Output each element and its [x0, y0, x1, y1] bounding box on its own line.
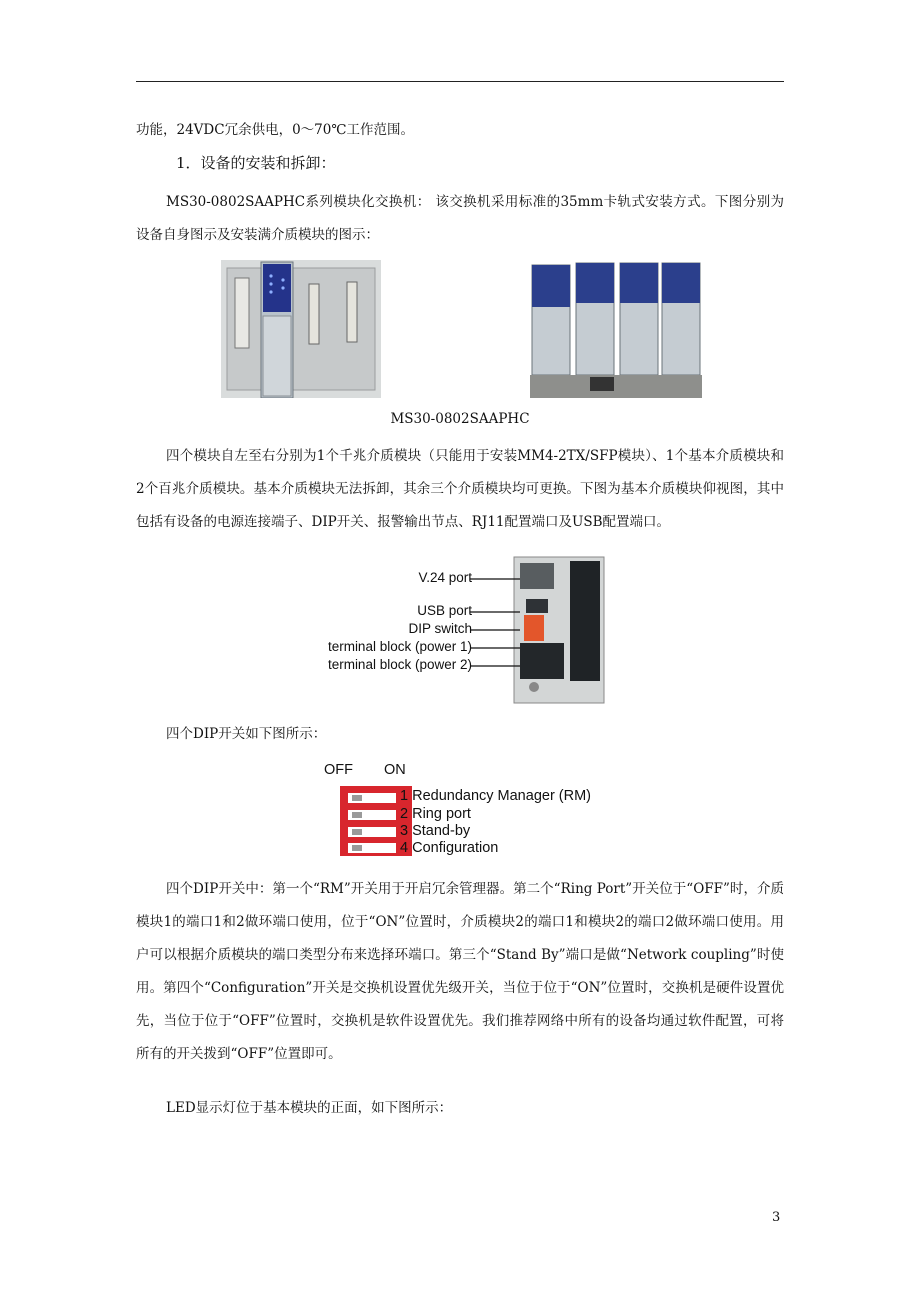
switch-full-photo	[530, 257, 702, 398]
page-number: 3	[772, 1210, 781, 1225]
label-v24-port: V.24 port	[418, 570, 472, 585]
label-usb-port: USB port	[417, 603, 472, 618]
dip-on-label: ON	[384, 762, 406, 778]
leader-lines	[470, 555, 530, 705]
paragraph-intro: MS30-0802SAAPHC系列模块化交换机： 该交换机采用标准的35mm卡轨式安装方式。下图分别为设备自身图示及安装满介质模块的图示：	[136, 194, 784, 243]
figure-caption: MS30-0802SAAPHC	[390, 411, 530, 427]
dip-item-3: 3 Stand-by	[400, 823, 471, 839]
paragraph-dip-description: 四个DIP开关中：第一个“RM”开关用于开启冗余管理器。第二个“Ring Port”开关位于“OFF”时，介质模块1的端口1和2做环端口使用，位于“ON”位置时，介质模块2的端口1和模块2的端口2做环端口使用。用户可以根据介质模块的端口类型分布来选择环端口。第三个“Stand By”端口是做“Network coupling”时使用。第四个“Configuration”开关是交换机设置优先级开关，当位于位于“ON”位置时，交换机是硬件设置优先，当位于位于“OFF”位置时，交换机是软件设置优先。我们推荐网络中所有的设备均通过软件配置，可将所有的开关拨到“OFF”位置即可。	[136, 881, 784, 1062]
dip-off-label: OFF	[324, 762, 353, 778]
label-terminal-power-2: terminal block (power 2)	[327, 657, 472, 672]
dip-item-4: 4 Configuration	[400, 840, 499, 856]
paragraph-modules: 四个模块自左至右分别为1个千兆介质模块（只能用于安装MM4-2TX/SFP模块）、1个基本介质模块和2个百兆介质模块。基本介质模块无法拆卸，其余三个介质模块均可更换。下图为基本介质模块仰视图，其中包括有设备的电源连接端子、DIP开关、报警输出节点、RJ11配置端口及USB配置端口。	[136, 448, 784, 530]
label-dip-switch: DIP switch	[408, 621, 472, 636]
dip-item-1: 1 Redundancy Manager (RM)	[400, 788, 592, 804]
paragraph-led: LED显示灯位于基本模块的正面，如下图所示：	[166, 1100, 453, 1116]
dip-switch-figure	[320, 758, 620, 863]
dip-item-2: 2 Ring port	[400, 806, 471, 822]
header-rule	[136, 81, 784, 82]
paragraph-features-end: 功能，24VDC冗余供电，0～70℃工作范围。	[136, 122, 414, 138]
paragraph-dip-intro: 四个DIP开关如下图所示：	[166, 726, 327, 742]
port-figure	[300, 555, 610, 705]
label-terminal-power-1: terminal block (power 1)	[327, 639, 472, 654]
section-heading: 1．设备的安装和拆卸：	[176, 154, 336, 172]
switch-bare-photo	[221, 260, 381, 398]
